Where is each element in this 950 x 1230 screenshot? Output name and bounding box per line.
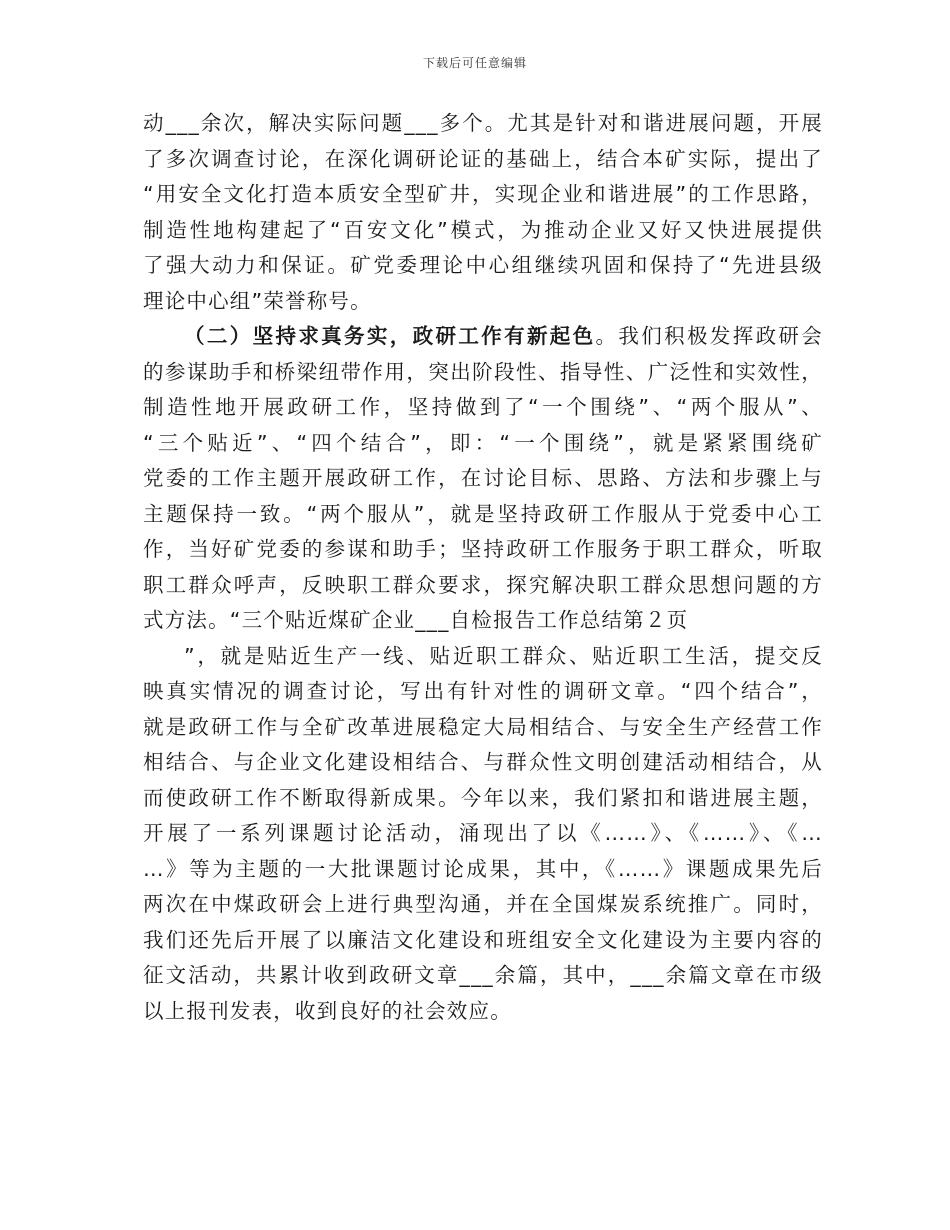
section-heading: （二）坚持求真务实，政研工作有新起色	[184, 324, 596, 348]
paragraph-2-line-2: 的参谋助手和桥梁纽带作用，突出阶段性、指导性、广泛性和实效性，	[143, 359, 823, 384]
paragraph-3-line-9: 我们还先后开展了以廉洁文化建设和班组安全文化建设为主要内容的	[143, 927, 823, 952]
body-text	[143, 106, 823, 1029]
paragraph-2-line-9: 式方法。“三个贴近煤矿企业___自检报告工作总结第２页	[143, 608, 689, 632]
paragraph-2-line-6: 主题保持一致。“两个服从”，就是坚持政研工作服从于党委中心工	[143, 501, 823, 526]
paragraph-1-line-6: 理论中心组”荣誉称号。	[143, 288, 372, 313]
paragraph-3-line-1: ”，就是贴近生产一线、贴近职工群众、贴近职工生活，提交反	[184, 643, 823, 668]
paragraph-3-line-4: 相结合、与企业文化建设相结合、与群众性文明创建活动相结合，从	[143, 750, 823, 774]
paragraph-1-line-4: 制造性地构建起了“百安文化”模式，为推动企业又好又快进展提供	[143, 217, 823, 242]
paragraph-3-line-8: 两次在中煤政研会上进行典型沟通，并在全国煤炭系统推广。同时，	[143, 892, 823, 916]
paragraph-2-first-line-rest: 。我们积极发挥政研会	[595, 324, 823, 348]
paragraph-3-line-5: 而使政研工作不断取得新成果。今年以来，我们紧扣和谐进展主题，	[143, 785, 823, 810]
paragraph-3-line-2: 映真实情况的调查讨论，写出有针对性的调研文章。“四个结合”，	[143, 679, 823, 703]
paragraph-1-line-2: 了多次调查讨论，在深化调研论证的基础上，结合本矿实际，提出了	[143, 146, 823, 171]
paragraph-2-line-1	[143, 319, 823, 355]
paragraph-3-line-7: …》等为主题的一大批课题讨论成果，其中，《……》课题成果先后	[143, 856, 823, 881]
paragraph-1-line-5: 了强大动力和保证。矿党委理论中心组继续巩固和保持了“先进县级	[143, 253, 823, 277]
paragraph-3-line-10: 征文活动，共累计收到政研文章___余篇，其中，___余篇文章在市级	[143, 963, 823, 987]
paragraph-3-line-3: 就是政研工作与全矿改革进展稳定大局相结合、与安全生产经营工作	[143, 714, 823, 739]
paragraph-2-line-8: 职工群众呼声，反映职工群众要求，探究解决职工群众思想问题的方	[143, 572, 823, 597]
paragraph-1-line-1: 动___余次，解决实际问题___多个。尤其是针对和谐进展问题，开展	[143, 111, 823, 135]
paragraph-2-line-3: 制造性地开展政研工作，坚持做到了“一个围绕”、“两个服从”、	[143, 395, 823, 419]
paragraph-2-line-7: 作，当好矿党委的参谋和助手；坚持政研工作服务于职工群众，听取	[143, 537, 823, 561]
paragraph-2-line-4: “三个贴近”、“四个结合”，即：“一个围绕”，就是紧紧围绕矿	[143, 430, 823, 455]
paragraph-3-line-11: 以上报刊发表，收到良好的社会效应。	[143, 998, 512, 1023]
page-header: 下载后可任意编辑	[422, 56, 527, 70]
paragraph-3-line-6: 开展了一系列课题讨论活动，涌现出了以《……》、《……》、《…	[143, 821, 823, 845]
paragraph-2-line-5: 党委的工作主题开展政研工作，在讨论目标、思路、方法和步骤上与	[143, 466, 823, 490]
paragraph-1-line-3: “用安全文化打造本质安全型矿井，实现企业和谐进展”的工作思路，	[143, 182, 823, 206]
